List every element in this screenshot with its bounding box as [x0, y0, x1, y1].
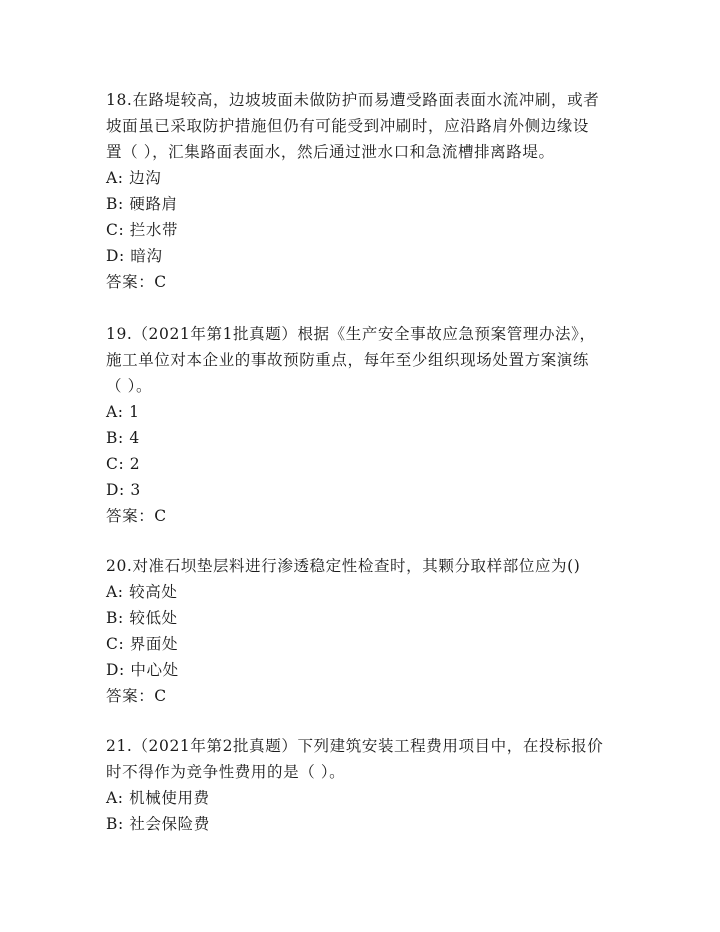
answer-line: 答案：C [106, 273, 167, 291]
question-stem-line: 21.（2021年第2批真题）下列建筑安装工程费用项目中，在投标报价 [106, 737, 604, 755]
question-stem-line: 施工单位对本企业的事故预防重点，每年至少组织现场处置方案演练 [106, 351, 590, 369]
option-a: A: 较高处 [106, 583, 178, 601]
option-a: A: 边沟 [106, 169, 162, 187]
question-19 [106, 321, 626, 529]
question-21 [106, 733, 626, 837]
question-stem-line: 置（ ），汇集路面表面水，然后通过泄水口和急流槽排离路堤。 [106, 143, 555, 161]
option-c: C: 拦水带 [106, 221, 179, 239]
option-b: B: 硬路肩 [106, 195, 178, 213]
option-d: D: 3 [106, 481, 141, 499]
option-d: D: 中心处 [106, 661, 179, 679]
option-a: A: 机械使用费 [106, 789, 210, 807]
question-stem-line: 19.（2021年第1批真题）根据《生产安全事故应急预案管理办法》， [106, 325, 596, 343]
option-b: B: 较低处 [106, 609, 178, 627]
option-b: B: 社会保险费 [106, 815, 210, 833]
option-c: C: 2 [106, 455, 141, 473]
question-stem-line: 20.对准石坝垫层料进行渗透稳定性检查时，其颗分取样部位应为() [106, 557, 581, 575]
question-stem-line: （ ）。 [106, 377, 153, 395]
question-20 [106, 553, 626, 709]
answer-line: 答案：C [106, 507, 167, 525]
answer-line: 答案：C [106, 687, 167, 705]
option-c: C: 界面处 [106, 635, 179, 653]
question-stem-line: 18.在路堤较高，边坡坡面未做防护而易遭受路面表面水流冲刷，或者 [106, 91, 600, 109]
question-stem-line: 坡面虽已采取防护措施但仍有可能受到冲刷时，应沿路肩外侧边缘设 [106, 117, 590, 135]
option-b: B: 4 [106, 429, 140, 447]
question-stem-line: 时不得作为竞争性费用的是（ ）。 [106, 763, 346, 781]
question-18 [106, 87, 626, 295]
option-d: D: 暗沟 [106, 247, 163, 265]
option-a: A: 1 [106, 403, 140, 421]
